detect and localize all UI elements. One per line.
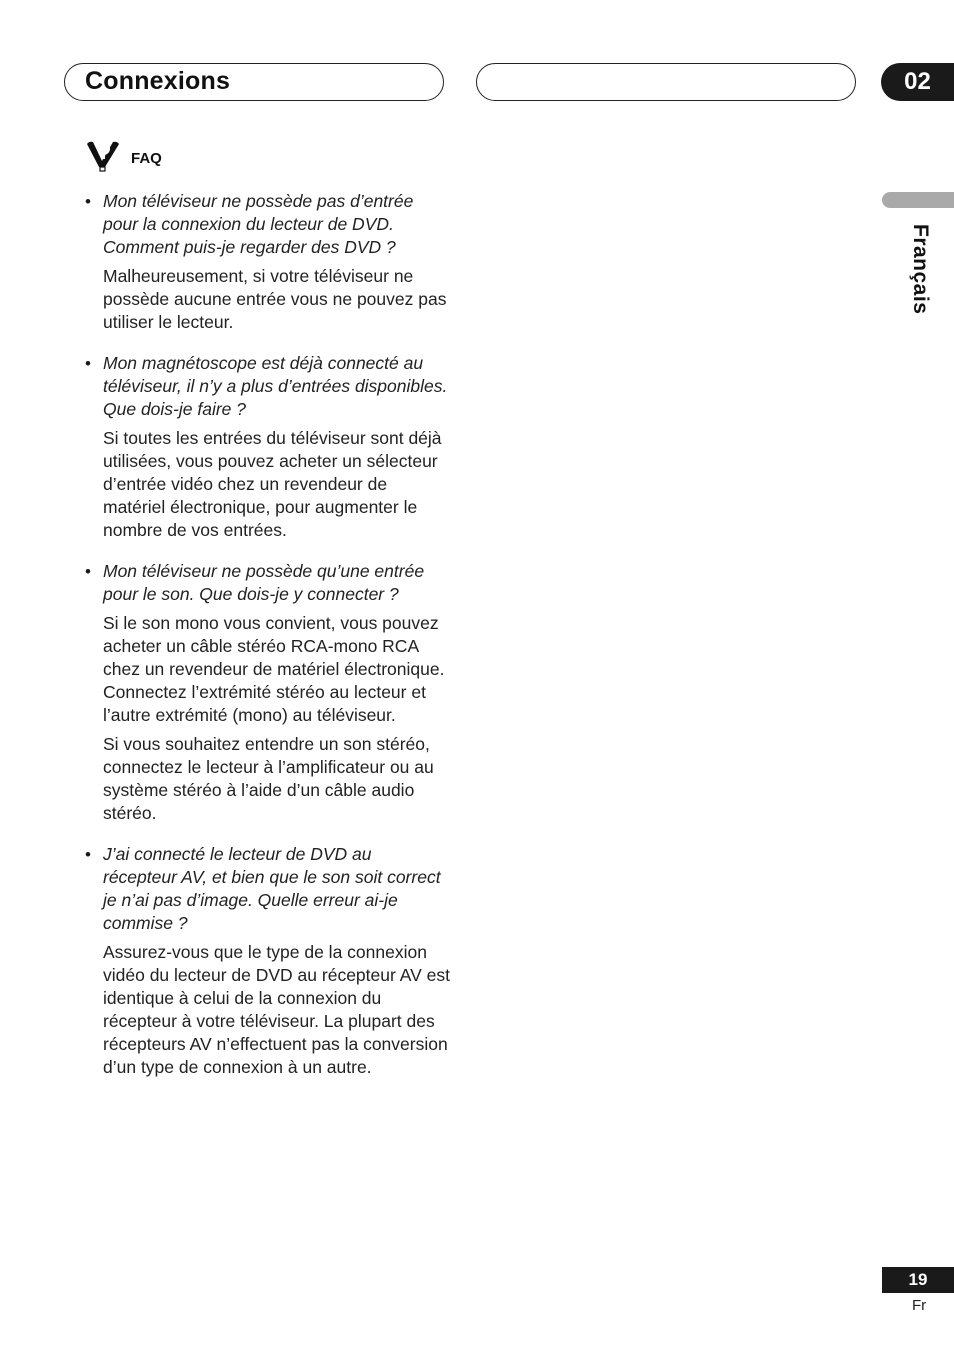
bullet: • xyxy=(85,192,91,211)
chapter-title: Connexions xyxy=(85,67,231,95)
page-language-code: Fr xyxy=(912,1297,927,1314)
faq-question: J’ai connecté le lecteur de DVD au récepteur AV, et bien que le son soit correct je n’ai pas d’image. Quelle erreur ai-je commise ? xyxy=(103,844,441,933)
header-blank-bar xyxy=(476,63,856,101)
chapter-title-bar xyxy=(64,63,444,101)
faq-answer: Si toutes les entrées du téléviseur sont déjà utilisées, vous pouvez acheter un sélecteur d’entrée vidéo chez un revendeur de matériel électronique, pour augmenter le nombre de vos entrées. xyxy=(103,428,442,540)
faq-list xyxy=(85,190,450,1097)
faq-label: FAQ xyxy=(131,149,162,167)
faq-question: Mon téléviseur ne possède pas d’entrée pour la connexion du lecteur de DVD. Comment puis-je regarder des DVD ? xyxy=(103,191,414,257)
bullet: • xyxy=(85,354,91,373)
faq-question: Mon téléviseur ne possède qu’une entrée pour le son. Que dois-je y connecter ? xyxy=(103,561,425,604)
faq-question: Mon magnétoscope est déjà connecté au téléviseur, il n’y a plus d’entrées disponibles. Que dois-je faire ? xyxy=(103,353,448,419)
question-mark-icon xyxy=(85,139,121,173)
faq-item xyxy=(85,352,450,542)
chapter-number-badge: 02 xyxy=(881,63,954,101)
faq-answer: Malheureusement, si votre téléviseur ne possède aucune entrée vous ne pouvez pas utiliser le lecteur. xyxy=(103,266,447,332)
faq-item xyxy=(85,190,450,334)
language-label: Français xyxy=(909,224,932,315)
bullet: • xyxy=(85,562,91,581)
faq-answer: Si le son mono vous convient, vous pouvez acheter un câble stéréo RCA-mono RCA chez un revendeur de matériel électronique. Connectez l’extrémité stéréo au lecteur et l’autre extrémité (mono) au téléviseur. xyxy=(103,613,445,725)
bullet: • xyxy=(85,845,91,864)
faq-answer: Assurez-vous que le type de la connexion vidéo du lecteur de DVD au récepteur AV est identique à celui de la connexion du récepteur à votre téléviseur. La plupart des récepteurs AV n’effectuent pas la conversion d’un type de connexion à un autre. xyxy=(103,942,450,1077)
page-number: 19 xyxy=(882,1267,954,1293)
faq-item xyxy=(85,843,450,1079)
faq-header xyxy=(85,139,162,173)
faq-item xyxy=(85,560,450,825)
language-tab xyxy=(882,192,954,208)
faq-answer: Si vous souhaitez entendre un son stéréo, connectez le lecteur à l’amplificateur ou au système stéréo à l’aide d’un câble audio stéréo. xyxy=(103,734,434,823)
